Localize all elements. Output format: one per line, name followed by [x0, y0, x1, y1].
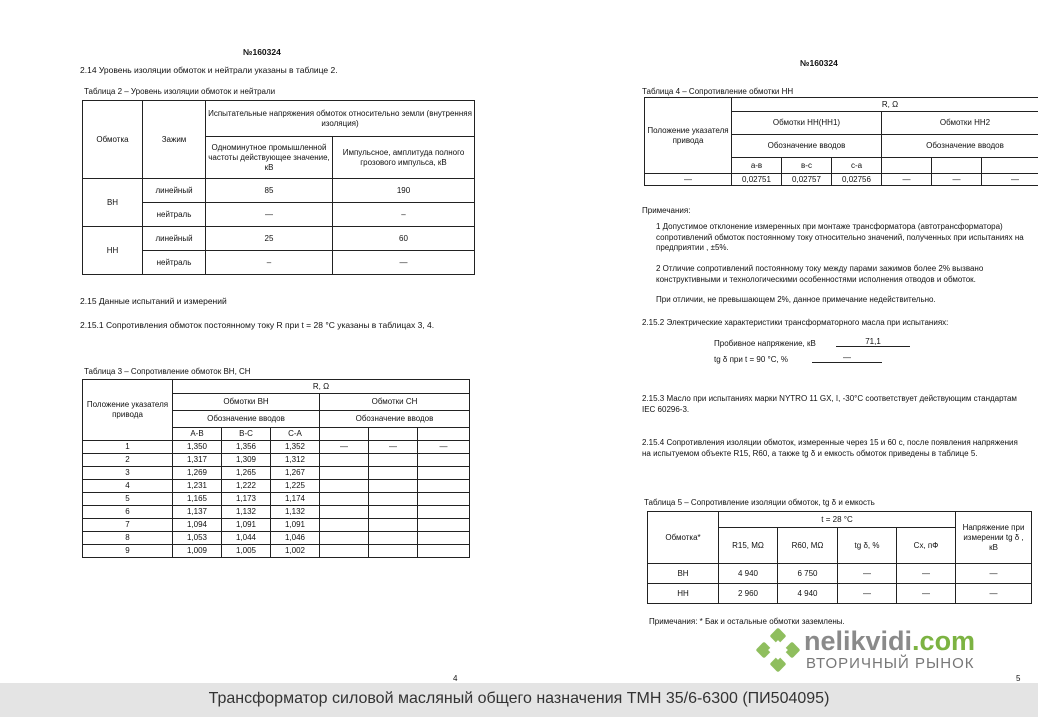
t4-cell: —	[645, 174, 732, 186]
doc-number: №160324	[800, 58, 838, 68]
t4-cell: 0,02751	[732, 174, 782, 186]
t3-header-vn: Обмотки ВН	[173, 394, 320, 411]
t4-col: с-а	[832, 158, 882, 174]
t3-cell: 6	[83, 506, 173, 519]
t3-cell: 1,005	[222, 545, 271, 558]
t3-col: A-B	[173, 428, 222, 441]
page-number-right: 5	[1016, 674, 1021, 683]
t3-cell: 3	[83, 467, 173, 480]
t3-cell: 4	[83, 480, 173, 493]
t3-cell: 1,009	[173, 545, 222, 558]
t3-cell: 1,312	[271, 454, 320, 467]
t4-cell: 0,02757	[782, 174, 832, 186]
t2-cell: 190	[333, 179, 475, 203]
t5-cell: 2 960	[719, 584, 778, 604]
t5-cell: 6 750	[778, 564, 838, 584]
t3-cell: 1,002	[271, 545, 320, 558]
t4-cell: —	[882, 174, 932, 186]
t2-cell: —	[333, 251, 475, 275]
t5-header-winding: Обмотка*	[648, 512, 719, 564]
t5-cell: —	[956, 564, 1032, 584]
t4-header-r: R, Ω	[732, 98, 1038, 112]
t2-cell: нейтраль	[143, 203, 206, 227]
t3-cell: 1,137	[173, 506, 222, 519]
t3-cell: 8	[83, 532, 173, 545]
breakdown-value: 71,1	[836, 337, 910, 347]
table-5-note: Примечания: * Бак и остальные обмотки заземлены.	[649, 617, 845, 626]
t3-sn-cell: —	[320, 441, 369, 454]
table-3-caption: Таблица 3 – Сопротивление обмоток ВН, СН	[84, 367, 251, 376]
t3-cell: 1,132	[222, 506, 271, 519]
t5-cell: ВН	[648, 564, 719, 584]
t3-header-r: R, Ω	[173, 380, 470, 394]
t3-cell: 1,091	[222, 519, 271, 532]
section-2-15-1: 2.15.1 Сопротивления обмоток постоянному току R при t = 28 °С указаны в таблицах 3, 4.	[80, 320, 435, 330]
table-4-caption: Таблица 4 – Сопротивление обмотки НН	[642, 87, 794, 96]
t4-header-designation-2: Обозначение вводов	[882, 135, 1038, 158]
t2-cell: линейный	[143, 179, 206, 203]
t2-header-clamp: Зажим	[143, 101, 206, 179]
note-3: При отличии, не превышающем 2%, данное примечание недействительно.	[656, 295, 936, 304]
t3-cell: 1,231	[173, 480, 222, 493]
image-caption: Трансформатор силовой масляный общего назначения ТМН 35/6-6300 (ПИ504095)	[0, 683, 1038, 717]
t3-col: B-C	[222, 428, 271, 441]
table-5-caption: Таблица 5 – Сопротивление изоляции обмоток, tg δ и емкость	[644, 498, 875, 507]
t4-cell: 0,02756	[832, 174, 882, 186]
note-2: 2 Отличие сопротивлений постоянному току между парами зажимов более 2% вызвано конструктивными и технологическими особенностями исполнения отводов и обмоток.	[656, 264, 984, 284]
t3-cell: 1,173	[222, 493, 271, 506]
right-page	[519, 0, 1038, 683]
t2-header-test: Испытательные напряжения обмоток относительно земли (внутренняя изоляция)	[206, 101, 475, 137]
t5-header-r15: R15, MΩ	[719, 528, 778, 564]
t5-header-voltage: Напряжение при измерении tg δ , кВ	[956, 512, 1032, 564]
table-3	[82, 379, 470, 558]
section-2-15-3: 2.15.3 Масло при испытаниях марки NYTRO 11 GX, I, -30°C соответствует действующим стандартам IEC 60296-3.	[642, 394, 1017, 414]
section-2-15-2: 2.15.2 Электрические характеристики трансформаторного масла при испытаниях:	[642, 318, 949, 327]
t3-cell: 1	[83, 441, 173, 454]
t5-cell: 4 940	[719, 564, 778, 584]
t3-cell: 7	[83, 519, 173, 532]
t4-header-designation-1: Обозначение вводов	[732, 135, 882, 158]
watermark-brand	[804, 626, 975, 657]
watermark	[756, 626, 1026, 676]
table-4	[644, 97, 1038, 186]
t3-cell: 1,317	[173, 454, 222, 467]
t3-cell: 1,352	[271, 441, 320, 454]
t2-cell: —	[206, 203, 333, 227]
t5-header-r60: R60, MΩ	[778, 528, 838, 564]
t5-cell: —	[956, 584, 1032, 604]
t3-cell: 1,053	[173, 532, 222, 545]
t3-cell: 1,132	[271, 506, 320, 519]
t5-cell: —	[838, 564, 897, 584]
t5-header-tgd: tg δ, %	[838, 528, 897, 564]
breakdown-label: Пробивное напряжение, кВ	[714, 339, 816, 348]
t3-cell: 1,309	[222, 454, 271, 467]
t5-cell: 4 940	[778, 584, 838, 604]
t3-header-designation-vn: Обозначение вводов	[173, 411, 320, 428]
t5-header-cx: Cx, пФ	[897, 528, 956, 564]
watermark-brand-b: .com	[912, 626, 976, 656]
page-number-left: 4	[453, 674, 458, 683]
t3-cell: 9	[83, 545, 173, 558]
t2-header-winding: Обмотка	[83, 101, 143, 179]
t3-cell: 1,225	[271, 480, 320, 493]
t2-cell: ВН	[83, 179, 143, 227]
t3-cell: 1,267	[271, 467, 320, 480]
t2-header-impulse: Импульсное, амплитуда полного грозового импульса, кВ	[333, 137, 475, 179]
tgd-value: —	[812, 353, 882, 363]
t2-cell: 25	[206, 227, 333, 251]
t5-cell: —	[897, 564, 956, 584]
recycle-logo-icon	[756, 628, 800, 672]
t3-cell: 1,165	[173, 493, 222, 506]
t2-cell: 85	[206, 179, 333, 203]
section-2-14: 2.14 Уровень изоляции обмоток и нейтрали указаны в таблице 2.	[80, 65, 338, 75]
t3-sn-cell: —	[369, 441, 418, 454]
t3-cell: 5	[83, 493, 173, 506]
doc-number: №160324	[243, 47, 281, 57]
t2-cell: 60	[333, 227, 475, 251]
t3-header-position: Положение указателя привода	[83, 380, 173, 441]
t4-header-nn1: Обмотки НН(НН1)	[732, 112, 882, 135]
t3-cell: 1,174	[271, 493, 320, 506]
t3-col: C-A	[271, 428, 320, 441]
t2-cell: –	[206, 251, 333, 275]
tgd-label: tg δ при t = 90 °С, %	[714, 355, 789, 364]
t2-header-oneminute: Одноминутное промышленной частоты действующее значение, кВ	[206, 137, 333, 179]
table-2-caption: Таблица 2 – Уровень изоляции обмоток и нейтрали	[84, 87, 276, 96]
t3-cell: 2	[83, 454, 173, 467]
t5-cell: —	[897, 584, 956, 604]
t3-sn-cell: —	[418, 441, 470, 454]
t3-header-sn: Обмотки СН	[320, 394, 470, 411]
t4-cell: —	[982, 174, 1038, 186]
t5-header-t: t = 28 °С	[719, 512, 956, 528]
left-page	[0, 0, 519, 683]
t5-cell: НН	[648, 584, 719, 604]
t2-cell: линейный	[143, 227, 206, 251]
t4-col: a-в	[732, 158, 782, 174]
t4-header-position: Положение указателя привода	[645, 98, 732, 174]
t3-cell: 1,350	[173, 441, 222, 454]
t4-cell: —	[932, 174, 982, 186]
t3-cell: 1,094	[173, 519, 222, 532]
notes-title: Примечания:	[642, 206, 691, 215]
section-2-15: 2.15 Данные испытаний и измерений	[80, 296, 227, 306]
t3-cell: 1,265	[222, 467, 271, 480]
t4-col: в-с	[782, 158, 832, 174]
t3-header-designation-sn: Обозначение вводов	[320, 411, 470, 428]
t3-cell: 1,356	[222, 441, 271, 454]
t4-header-nn2: Обмотки НН2	[882, 112, 1038, 135]
t3-cell: 1,046	[271, 532, 320, 545]
t2-cell: –	[333, 203, 475, 227]
table-5	[647, 511, 1032, 604]
t5-cell: —	[838, 584, 897, 604]
table-2	[82, 100, 475, 275]
t3-cell: 1,091	[271, 519, 320, 532]
watermark-subtitle: ВТОРИЧНЫЙ РЫНОК	[806, 655, 975, 672]
section-2-15-4: 2.15.4 Сопротивления изоляции обмоток, измеренные через 15 и 60 с, после появления напряжения на испытуемом объекте R15, R60, а также tg δ и емкость обмоток приведены в таблице 5.	[642, 438, 1018, 458]
t3-cell: 1,269	[173, 467, 222, 480]
t3-cell: 1,222	[222, 480, 271, 493]
t2-cell: нейтраль	[143, 251, 206, 275]
t3-cell: 1,044	[222, 532, 271, 545]
note-1: 1 Допустимое отклонение измеренных при монтаже трансформатора (автотрансформатора) сопротивлений обмоток постоянному току относительно значений, полученных при испытаниях на предприятии , ±5%.	[656, 222, 1024, 252]
watermark-brand-a: nelikvidi	[804, 626, 913, 656]
t2-cell: НН	[83, 227, 143, 275]
